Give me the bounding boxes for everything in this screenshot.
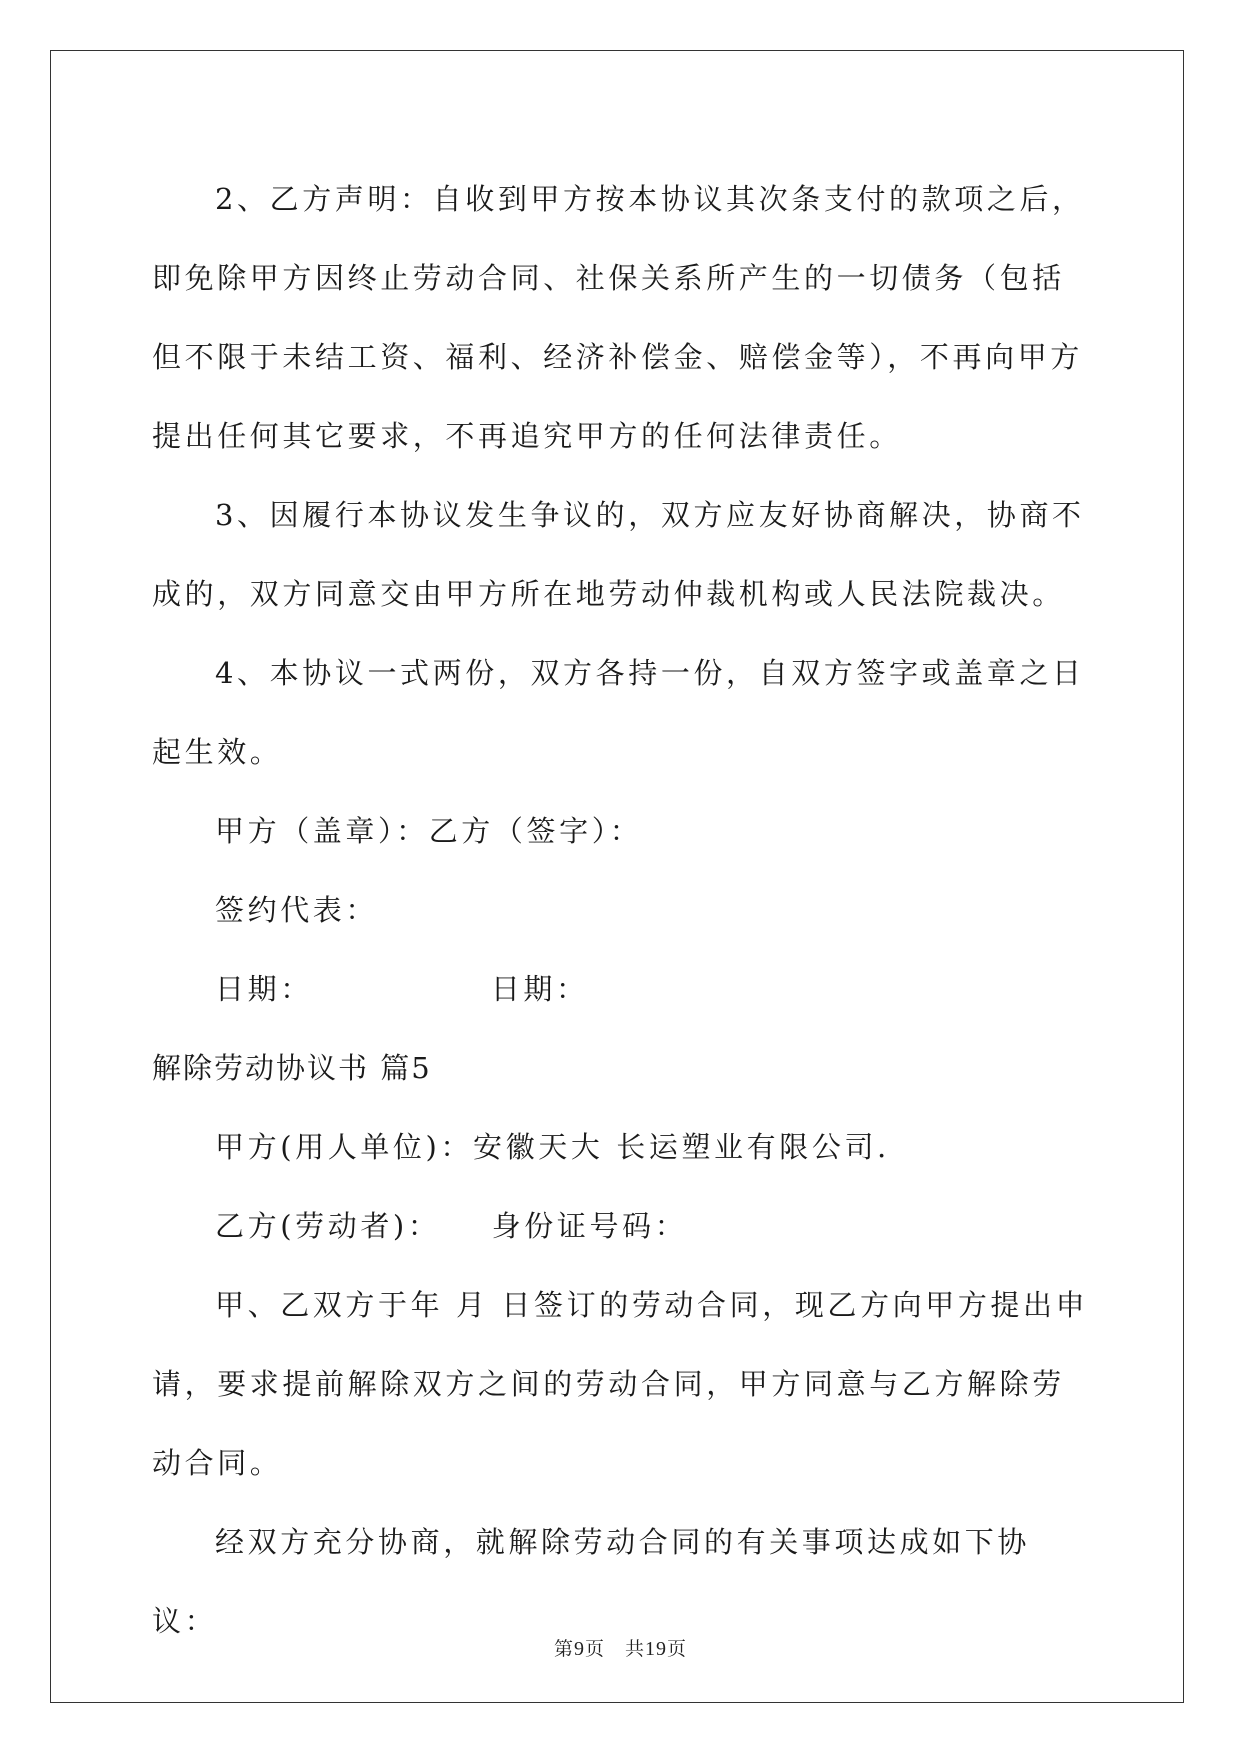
date-left-label: 日期：	[215, 972, 313, 1006]
representative-line: 签约代表：	[215, 893, 379, 927]
paragraph-clause-4: 4、本协议一式两份，双方各持一份，自双方签字或盖章之日起生效。	[152, 656, 1085, 769]
party-b-line: 乙方(劳动者)： 身份证号码：	[215, 1209, 688, 1243]
paragraph-intro: 甲、乙双方于年 月 日签订的劳动合同，现乙方向甲方提出申请，要求提前解除双方之间的劳动合同，甲方同意与乙方解除劳动合同。	[152, 1288, 1089, 1480]
section-title: 解除劳动协议书 篇5	[152, 1051, 432, 1085]
footer-mid: 页 共	[584, 1638, 645, 1660]
paragraph-agreement: 经双方充分协商，就解除劳动合同的有关事项达成如下协议：	[152, 1525, 1031, 1638]
footer-prefix: 第	[553, 1638, 574, 1660]
date-right-label: 日期：	[490, 972, 589, 1006]
document-body	[152, 160, 1092, 1661]
page-footer	[0, 1634, 1241, 1661]
paragraph-clause-2: 2、乙方声明：自收到甲方按本协议其次条支付的款项之后，即免除甲方因终止劳动合同、社保关系所产生的一切债务（包括但不限于未结工资、福利、经济补偿金、赔偿金等），不再向甲方提出任何其它要求，不再追究甲方的任何法律责任。	[152, 182, 1085, 453]
footer-current-page: 9	[573, 1638, 585, 1660]
paragraph-clause-3: 3、因履行本协议发生争议的，双方应友好协商解决，协商不成的，双方同意交由甲方所在地劳动仲裁机构或人民法院裁决。	[152, 498, 1085, 611]
party-a-line: 甲方(用人单位)：安徽天大 长运塑业有限公司.	[215, 1130, 890, 1164]
footer-suffix: 页	[667, 1638, 688, 1660]
footer-total-pages: 19	[645, 1638, 667, 1660]
signature-line: 甲方（盖章）：乙方（签字）：	[215, 814, 643, 848]
date-line	[152, 950, 1092, 1029]
